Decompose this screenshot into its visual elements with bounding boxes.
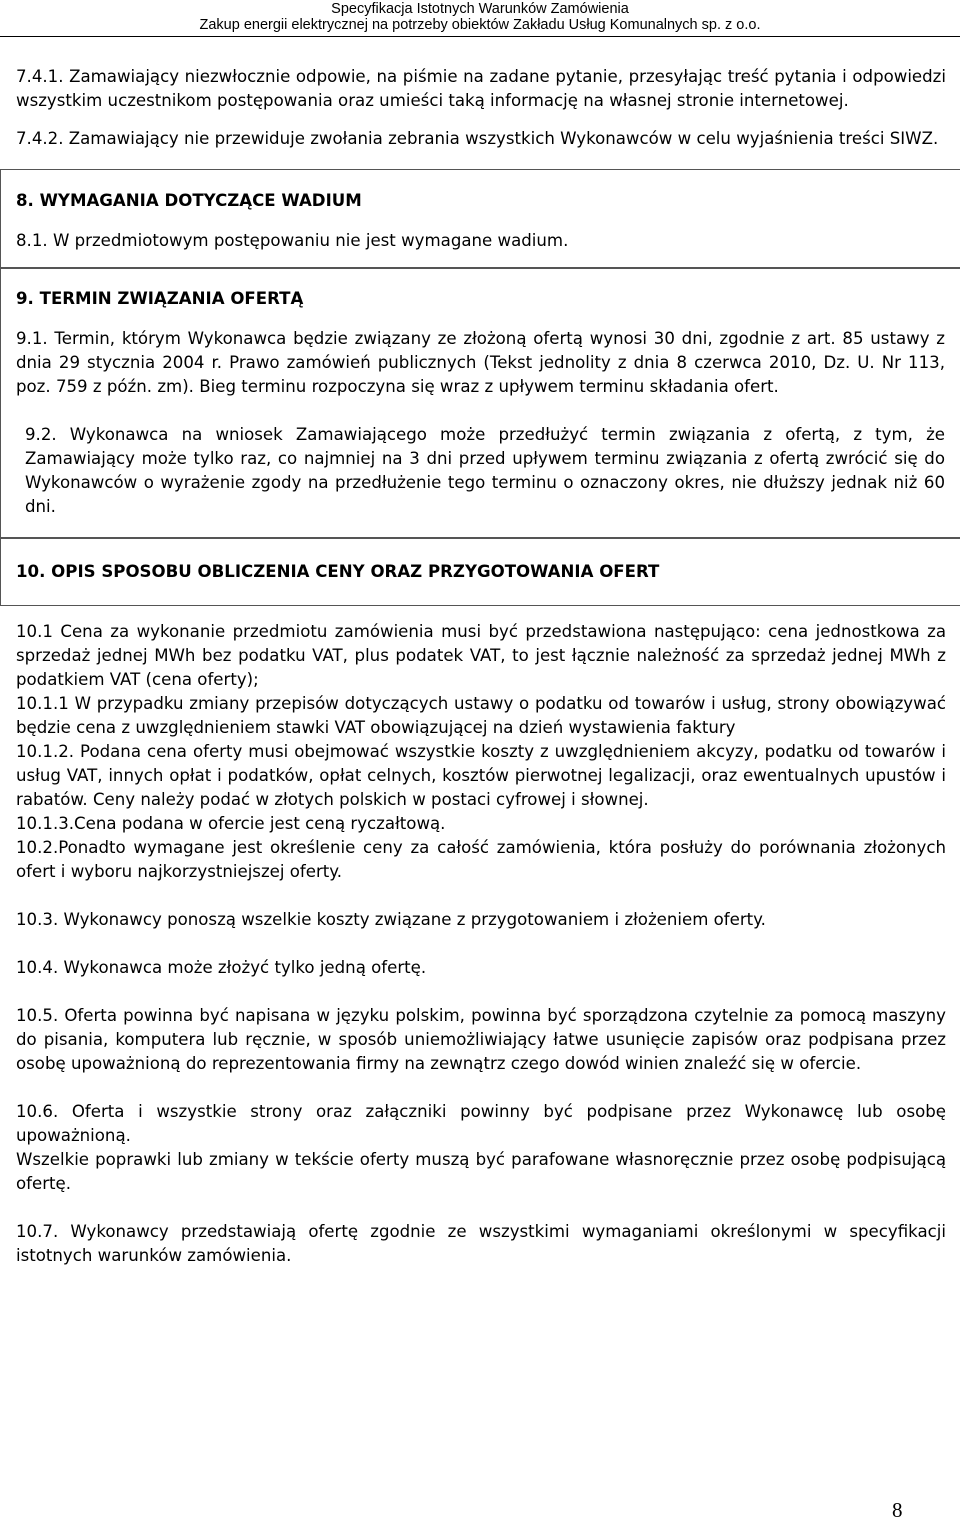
section-9-heading: 9. TERMIN ZWIĄZANIA OFERTĄ	[16, 289, 304, 308]
paragraph-10-6: 10.6. Oferta i wszystkie strony oraz załączniki powinny być podpisane przez Wykonawcę lub osobę upoważnioną.	[16, 1102, 946, 1145]
paragraph-7-4-1: 7.4.1. Zamawiający niezwłocznie odpowie, na piśmie na zadane pytanie, przesyłając treść pytania i odpowiedzi wszystkim uczestnikom postępowania oraz umieści taką informację na własnej stronie internetowej.	[16, 67, 946, 110]
paragraph-8-1: 8.1. W przedmiotowym postępowaniu nie jest wymagane wadium.	[16, 231, 569, 250]
page-number: 8	[892, 1498, 903, 1522]
header-subtitle: Zakup energii elektrycznej na potrzeby obiektów Zakładu Usług Komunalnych sp. z o.o.	[199, 17, 761, 33]
section-9-box	[0, 268, 960, 538]
section-8-box	[0, 169, 960, 268]
paragraph-10-4: 10.4. Wykonawca może złożyć tylko jedną ofertę.	[16, 958, 427, 977]
paragraph-9-2: 9.2. Wykonawca na wniosek Zamawiającego może przedłużyć termin związania z ofertą, z tym, że Zamawiający może tylko raz, co najmniej na 3 dni przed upływem terminu związania z ofertą zwrócić się do Wykonawców o wyrażenie zgody na przedłużenie tego terminu o oznaczony okres, nie dłuższy jednak niż 60 dni.	[25, 425, 945, 516]
paragraph-10-6-corrections: Wszelkie poprawki lub zmiany w tekście oferty muszą być parafowane własnoręcznie przez osobę podpisującą ofertę.	[16, 1150, 946, 1193]
section-8-heading: 8. WYMAGANIA DOTYCZĄCE WADIUM	[16, 191, 362, 210]
paragraph-10-2: 10.2.Ponadto wymagane jest określenie ceny za całość zamówienia, która posłuży do porównania złożonych ofert i wyboru najkorzystniejszej oferty.	[16, 838, 946, 881]
header-rule	[0, 36, 960, 37]
paragraph-10-1-2: 10.1.2. Podana cena oferty musi obejmować wszystkie koszty z uwzględnieniem akcyzy, podatku od towarów i usług VAT, innych opłat i podatków, opłat celnych, kosztów pierwotnej legalizacji, oraz ewentualnych upustów i rabatów. Ceny należy podać w złotych polskich w postaci cyfrowej i słownej.	[16, 742, 946, 809]
paragraph-10-1-3: 10.1.3.Cena podana w ofercie jest ceną ryczałtową.	[16, 814, 446, 833]
paragraph-10-1-1: 10.1.1 W przypadku zmiany przepisów dotyczących ustawy o podatku od towarów i usług, strony obowiązywać będzie cena z uwzględnieniem stawki VAT obowiązującej na dzień wystawienia faktury	[16, 694, 946, 737]
paragraph-10-7: 10.7. Wykonawcy przedstawiają ofertę zgodnie ze wszystkimi wymaganiami określonymi w specyfikacji istotnych warunków zamówienia.	[16, 1222, 946, 1265]
paragraph-7-4-2: 7.4.2. Zamawiający nie przewiduje zwołania zebrania wszystkich Wykonawców w celu wyjaśnienia treści SIWZ.	[16, 129, 939, 148]
paragraph-9-1: 9.1. Termin, którym Wykonawca będzie związany ze złożoną ofertą wynosi 30 dni, zgodnie z art. 85 ustawy z dnia 29 stycznia 2004 r. Prawo zamówień publicznych (Tekst jednolity z dnia 8 czerwca 2010, Dz. U. Nr 113, poz. 759 z późn. zm). Bieg terminu rozpoczyna się wraz z upływem terminu składania ofert.	[16, 329, 945, 396]
paragraph-10-3: 10.3. Wykonawcy ponoszą wszelkie koszty związane z przygotowaniem i złożeniem oferty.	[16, 910, 766, 929]
section-10-heading-box	[0, 538, 960, 606]
paragraph-10-5: 10.5. Oferta powinna być napisana w języku polskim, powinna być sporządzona czytelnie za pomocą maszyny do pisania, komputera lub ręcznie, w sposób uniemożliwiający łatwe usunięcie zapisów oraz podpisana przez osobę upoważnioną do reprezentowania firmy na zewnątrz czego dowód winien znaleźć się w ofercie.	[16, 1006, 946, 1073]
document-body	[16, 65, 946, 1268]
page-header	[0, 0, 960, 40]
section-10-heading: 10. OPIS SPOSOBU OBLICZENIA CENY ORAZ PRZYGOTOWANIA OFERT	[16, 562, 660, 581]
header-title: Specyfikacja Istotnych Warunków Zamówienia	[331, 1, 629, 17]
paragraph-10-1: 10.1 Cena za wykonanie przedmiotu zamówienia musi być przedstawiona następująco: cena jednostkowa za sprzedaż jednej MWh bez podatku VAT, plus podatek VAT, to jest łącznie należność za sprzedaż jednej MWh z podatkiem VAT (cena oferty);	[16, 622, 946, 689]
